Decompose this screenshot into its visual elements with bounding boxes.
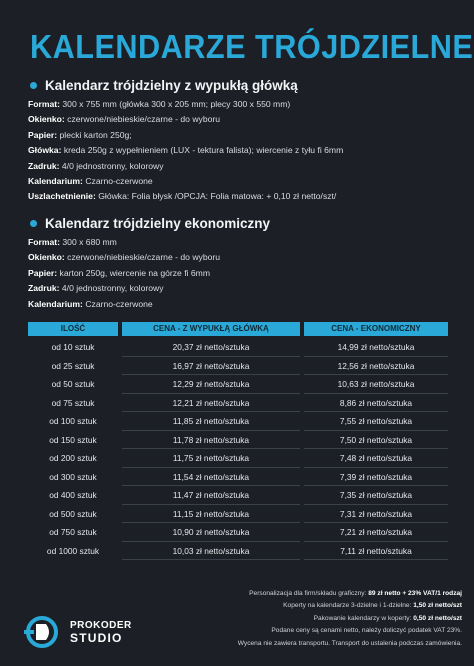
spec-row xyxy=(28,159,448,174)
cell-quantity: od 300 sztuk xyxy=(49,471,97,482)
spec-row xyxy=(28,128,448,143)
header-price-convex: CENA - Z WYPUKŁĄ GŁÓWKĄ xyxy=(122,322,300,336)
cell-price-convex: 11,15 zł netto/sztuka xyxy=(122,505,300,524)
table-header xyxy=(28,322,448,336)
footnote-line xyxy=(142,625,462,637)
section-title: Kalendarz trójdzielny z wypukłą główką xyxy=(45,78,298,93)
cell-price-economic: 8,86 zł netto/sztuka xyxy=(304,394,448,413)
table-row xyxy=(28,394,448,413)
spec-value: Czarno-czerwone xyxy=(85,298,153,309)
spec-value: Główka: Folia błysk /OPCJA: Folia matowa: + 0,10 zł netto/szt/ xyxy=(98,191,337,202)
spec-list xyxy=(28,235,448,312)
footnote-value: 1,50 zł netto/szt xyxy=(413,602,462,610)
table-row xyxy=(28,412,448,431)
cell-price-economic: 14,99 zł netto/sztuka xyxy=(304,338,448,357)
spec-value: 300 x 680 mm xyxy=(62,237,117,247)
prokoder-logo-icon xyxy=(22,614,66,650)
spec-row xyxy=(28,281,448,296)
logo-text-line2: STUDIO xyxy=(70,631,123,645)
spec-value: czerwone/niebieskie/czarne - do wyboru xyxy=(67,252,221,263)
spec-value: Czarno-czerwone xyxy=(85,176,153,187)
cell-quantity: od 25 sztuk xyxy=(51,360,95,371)
footnote-text: Pakowanie kalendarzy w koperty: xyxy=(313,614,414,622)
spec-row xyxy=(28,266,448,281)
bullet-icon xyxy=(30,82,37,89)
cell-quantity: od 50 sztuk xyxy=(51,379,95,389)
spec-value: 4/0 jednostronny, kolorowy xyxy=(61,283,164,294)
cell-price-economic: 10,63 zł netto/sztuka xyxy=(304,375,448,394)
table-row xyxy=(28,468,448,487)
cell-price-economic: 12,56 zł netto/sztuka xyxy=(304,357,448,376)
spec-label: Główka: xyxy=(28,145,62,156)
cell-quantity: od 100 sztuk xyxy=(49,416,97,426)
footnote-value: 0,50 zł netto/szt xyxy=(413,614,462,622)
cell-quantity: od 75 sztuk xyxy=(51,397,95,408)
cell-price-economic: 7,50 zł netto/sztuka xyxy=(304,431,448,450)
table-row xyxy=(28,486,448,505)
company-logo xyxy=(22,612,132,652)
table-row xyxy=(28,542,448,561)
cell-quantity: od 500 sztuk xyxy=(49,508,97,519)
cell-price-convex: 11,47 zł netto/sztuka xyxy=(122,486,300,505)
spec-label: Kalendarium: xyxy=(28,298,83,309)
page-title: KALENDARZE TRÓJDZIELNE xyxy=(30,28,474,65)
spec-row xyxy=(28,189,448,204)
header-quantity: ILOŚĆ xyxy=(28,322,118,336)
spec-row xyxy=(28,112,448,127)
spec-row xyxy=(28,143,448,158)
spec-label: Papier: xyxy=(28,267,58,278)
cell-price-convex: 11,54 zł netto/sztuka xyxy=(122,468,300,487)
footnote-text: Podane ceny są cenami netto, należy doliczyć podatek VAT 23%. xyxy=(271,627,462,635)
header-price-economic: CENA - EKONOMICZNY xyxy=(304,322,448,336)
footnote-text: Koperty na kalendarze 3-dzielne i 1-dzielne: xyxy=(283,602,414,610)
spec-label: Kalendarium: xyxy=(28,176,83,187)
footnote-value: 89 zł netto + 23% VAT/1 rodzaj xyxy=(368,590,462,597)
table-row xyxy=(28,357,448,376)
section-heading xyxy=(28,216,448,231)
price-table xyxy=(28,322,448,560)
spec-label: Okienko: xyxy=(28,252,65,263)
cell-quantity: od 200 sztuk xyxy=(49,453,97,463)
table-row xyxy=(28,449,448,468)
spec-label: Zadruk: xyxy=(28,160,60,171)
section-heading xyxy=(28,78,448,93)
spec-row xyxy=(28,297,448,312)
spec-value: karton 250g, wiercenie na górze fi 6mm xyxy=(59,267,210,278)
logo-text-line1: PROKODER xyxy=(70,620,132,631)
table-row xyxy=(28,431,448,450)
cell-price-economic: 7,11 zł netto/sztuka xyxy=(304,542,448,561)
cell-price-convex: 20,37 zł netto/sztuka xyxy=(122,338,300,357)
cell-quantity: od 750 sztuk xyxy=(49,527,97,537)
spec-label: Zadruk: xyxy=(28,283,60,294)
section-title: Kalendarz trójdzielny ekonomiczny xyxy=(45,216,271,231)
cell-price-convex: 11,75 zł netto/sztuka xyxy=(122,449,300,468)
footnote-text: Personalizacja dla firm/składu graficzny: xyxy=(249,590,369,597)
spec-label: Format: xyxy=(28,237,60,247)
table-row xyxy=(28,505,448,524)
cell-price-convex: 11,78 zł netto/sztuka xyxy=(122,431,300,450)
spec-value: plecki karton 250g; xyxy=(59,129,132,140)
cell-quantity: od 10 sztuk xyxy=(51,342,95,352)
spec-row xyxy=(28,250,448,265)
bullet-icon xyxy=(30,220,37,227)
spec-row xyxy=(28,97,448,112)
spec-label: Format: xyxy=(28,99,60,109)
spec-value: 4/0 jednostronny, kolorowy xyxy=(61,160,164,171)
table-row xyxy=(28,338,448,357)
cell-price-convex: 12,29 zł netto/sztuka xyxy=(122,375,300,394)
cell-price-convex: 10,90 zł netto/sztuka xyxy=(122,523,300,542)
cell-price-economic: 7,48 zł netto/sztuka xyxy=(304,449,448,468)
spec-label: Uszlachetnienie: xyxy=(28,191,96,202)
spec-row xyxy=(28,174,448,189)
table-row xyxy=(28,523,448,542)
spec-label: Okienko: xyxy=(28,114,65,125)
footnotes xyxy=(142,588,462,650)
table-row xyxy=(28,375,448,394)
cell-price-economic: 7,35 zł netto/sztuka xyxy=(304,486,448,505)
spec-value: 300 x 755 mm (główka 300 x 205 mm; plecy 300 x 550 mm) xyxy=(62,99,291,109)
cell-quantity: od 1000 sztuk xyxy=(46,545,100,556)
cell-price-convex: 12,21 zł netto/sztuka xyxy=(122,394,300,413)
table-body xyxy=(28,338,448,560)
footnote-text: Wycena nie zawiera transportu. Transport do ustalenia podczas zamówienia. xyxy=(237,639,462,647)
cell-price-convex: 16,97 zł netto/sztuka xyxy=(122,357,300,376)
section-convex-head xyxy=(28,78,448,205)
footnote-line xyxy=(142,588,462,600)
cell-price-economic: 7,39 zł netto/sztuka xyxy=(304,468,448,487)
spec-value: kreda 250g z wypełnieniem (LUX - tektura falista); wiercenie z tyłu fi 6mm xyxy=(63,145,344,156)
cell-quantity: od 150 sztuk xyxy=(49,434,97,445)
cell-price-convex: 11,85 zł netto/sztuka xyxy=(122,412,300,431)
cell-price-economic: 7,31 zł netto/sztuka xyxy=(304,505,448,524)
cell-price-economic: 7,21 zł netto/sztuka xyxy=(304,523,448,542)
cell-price-economic: 7,55 zł netto/sztuka xyxy=(304,412,448,431)
spec-row xyxy=(28,235,448,250)
spec-list xyxy=(28,97,448,205)
spec-value: czerwone/niebieskie/czarne - do wyboru xyxy=(67,114,221,125)
section-economic xyxy=(28,216,448,312)
cell-quantity: od 400 sztuk xyxy=(49,490,97,500)
footnote-line xyxy=(142,600,462,612)
footnote-line xyxy=(142,613,462,625)
spec-label: Papier: xyxy=(28,129,58,140)
footnote-line xyxy=(142,638,462,650)
cell-price-convex: 10,03 zł netto/sztuka xyxy=(122,542,300,561)
